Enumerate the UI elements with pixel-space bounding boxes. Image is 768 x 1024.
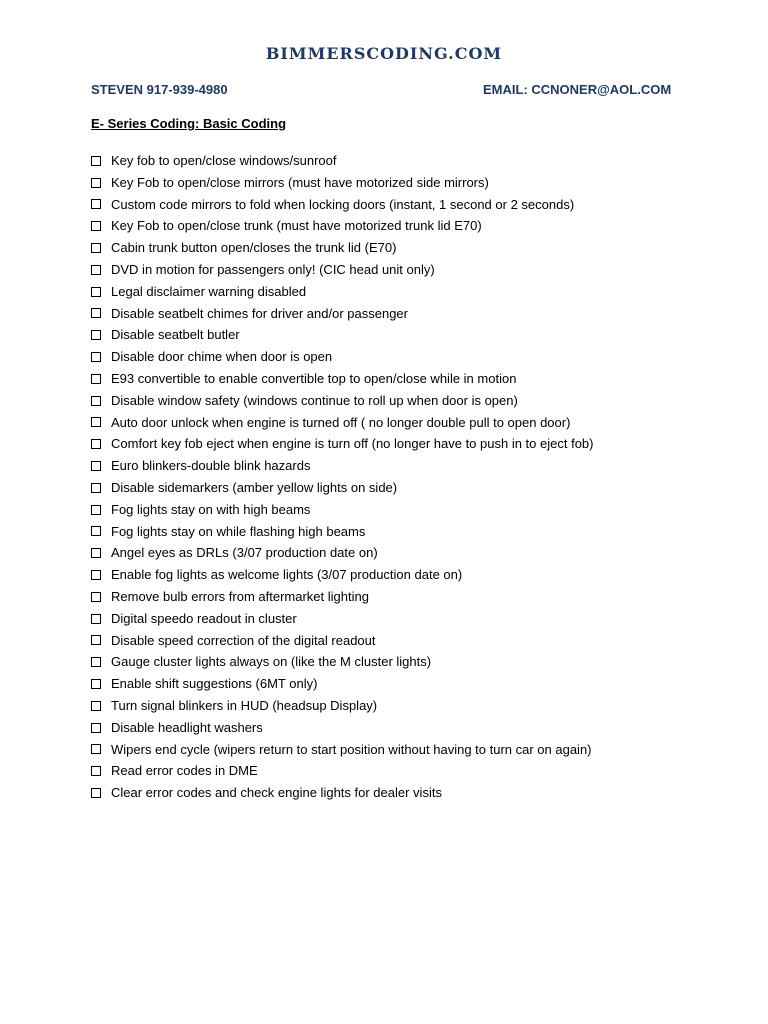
- list-item-label: Cabin trunk button open/closes the trunk lid (E70): [111, 240, 397, 256]
- checkbox-icon: [91, 723, 101, 733]
- list-item: [91, 651, 751, 673]
- list-item-label: Clear error codes and check engine lights for dealer visits: [111, 785, 442, 801]
- list-item-label: Fog lights stay on with high beams: [111, 501, 311, 517]
- checkbox-icon: [91, 308, 101, 318]
- contact-phone: STEVEN 917-939-4980: [91, 82, 228, 97]
- list-item-label: Comfort key fob eject when engine is turn off (no longer have to push in to eject fob): [111, 436, 594, 452]
- checkbox-icon: [91, 287, 101, 297]
- checkbox-icon: [91, 505, 101, 515]
- list-item: [91, 150, 751, 172]
- list-item-label: Disable window safety (windows continue to roll up when door is open): [111, 392, 518, 408]
- list-item: [91, 630, 751, 652]
- list-item-label: Custom code mirrors to fold when locking doors (instant, 1 second or 2 seconds): [111, 196, 575, 212]
- checkbox-icon: [91, 243, 101, 253]
- checkbox-icon: [91, 156, 101, 166]
- list-item: [91, 433, 751, 455]
- checkbox-icon: [91, 265, 101, 275]
- checkbox-icon: [91, 766, 101, 776]
- list-item-label: DVD in motion for passengers only! (CIC head unit only): [111, 261, 435, 277]
- list-item: [91, 521, 751, 543]
- list-item: [91, 194, 751, 216]
- coding-feature-list: [91, 150, 751, 804]
- list-item: [91, 586, 751, 608]
- list-item-label: Disable speed correction of the digital readout: [111, 632, 376, 648]
- list-item: [91, 172, 751, 194]
- checkbox-icon: [91, 592, 101, 602]
- checkbox-icon: [91, 439, 101, 449]
- list-item: [91, 564, 751, 586]
- checkbox-icon: [91, 701, 101, 711]
- list-item-label: Enable fog lights as welcome lights (3/07 production date on): [111, 567, 463, 583]
- list-item: [91, 303, 751, 325]
- checkbox-icon: [91, 744, 101, 754]
- checkbox-icon: [91, 548, 101, 558]
- section-title: E- Series Coding: Basic Coding: [91, 116, 287, 131]
- checkbox-icon: [91, 221, 101, 231]
- list-item-label: Key Fob to open/close trunk (must have motorized trunk lid E70): [111, 218, 482, 234]
- list-item-label: Read error codes in DME: [111, 763, 258, 779]
- list-item-label: Wipers end cycle (wipers return to start position without having to turn car on again): [111, 741, 592, 757]
- list-item-label: Disable seatbelt chimes for driver and/or passenger: [111, 305, 408, 321]
- list-item-label: E93 convertible to enable convertible top to open/close while in motion: [111, 370, 517, 386]
- checkbox-icon: [91, 352, 101, 362]
- list-item-label: Gauge cluster lights always on (like the M cluster lights): [111, 654, 432, 670]
- checkbox-icon: [91, 461, 101, 471]
- list-item: [91, 673, 751, 695]
- list-item: [91, 695, 751, 717]
- list-item-label: Remove bulb errors from aftermarket lighting: [111, 588, 369, 604]
- checkbox-icon: [91, 330, 101, 340]
- list-item: [91, 542, 751, 564]
- list-item-label: Key fob to open/close windows/sunroof: [111, 153, 337, 168]
- checkbox-icon: [91, 483, 101, 493]
- list-item-label: Euro blinkers-double blink hazards: [111, 458, 311, 474]
- list-item-label: Enable shift suggestions (6MT only): [111, 676, 318, 692]
- contact-email: EMAIL: CCNONER@AOL.COM: [483, 82, 672, 97]
- list-item: [91, 215, 751, 237]
- checkbox-icon: [91, 788, 101, 798]
- list-item: [91, 259, 751, 281]
- list-item: [91, 237, 751, 259]
- list-item: [91, 455, 751, 477]
- checkbox-icon: [91, 679, 101, 689]
- checkbox-icon: [91, 614, 101, 624]
- checkbox-icon: [91, 199, 101, 209]
- list-item: [91, 477, 751, 499]
- list-item-label: Turn signal blinkers in HUD (headsup Display): [111, 697, 378, 713]
- list-item: [91, 739, 751, 761]
- list-item-label: Disable sidemarkers (amber yellow lights on side): [111, 479, 398, 495]
- checkbox-icon: [91, 635, 101, 645]
- list-item: [91, 324, 751, 346]
- brand-title: BIMMERSCODING.COM: [265, 44, 503, 63]
- list-item: [91, 346, 751, 368]
- list-item: [91, 760, 751, 782]
- list-item-label: Disable door chime when door is open: [111, 349, 333, 365]
- list-item: [91, 499, 751, 521]
- list-item: [91, 717, 751, 739]
- list-item: [91, 782, 751, 804]
- list-item-label: Legal disclaimer warning disabled: [111, 283, 307, 299]
- checkbox-icon: [91, 417, 101, 427]
- checkbox-icon: [91, 526, 101, 536]
- list-item: [91, 281, 751, 303]
- list-item-label: Disable seatbelt butler: [111, 327, 240, 343]
- list-item: [91, 608, 751, 630]
- list-item-label: Angel eyes as DRLs (3/07 production date on): [111, 545, 378, 561]
- checkbox-icon: [91, 396, 101, 406]
- checkbox-icon: [91, 570, 101, 580]
- list-item-label: Disable headlight washers: [111, 719, 263, 735]
- list-item-label: Key Fob to open/close mirrors (must have motorized side mirrors): [111, 174, 489, 190]
- list-item: [91, 412, 751, 434]
- list-item-label: Fog lights stay on while flashing high beams: [111, 523, 366, 539]
- list-item-label: Digital speedo readout in cluster: [111, 610, 297, 626]
- checkbox-icon: [91, 657, 101, 667]
- list-item-label: Auto door unlock when engine is turned off ( no longer double pull to open door): [111, 414, 571, 430]
- list-item: [91, 368, 751, 390]
- checkbox-icon: [91, 374, 101, 384]
- list-item: [91, 390, 751, 412]
- checkbox-icon: [91, 178, 101, 188]
